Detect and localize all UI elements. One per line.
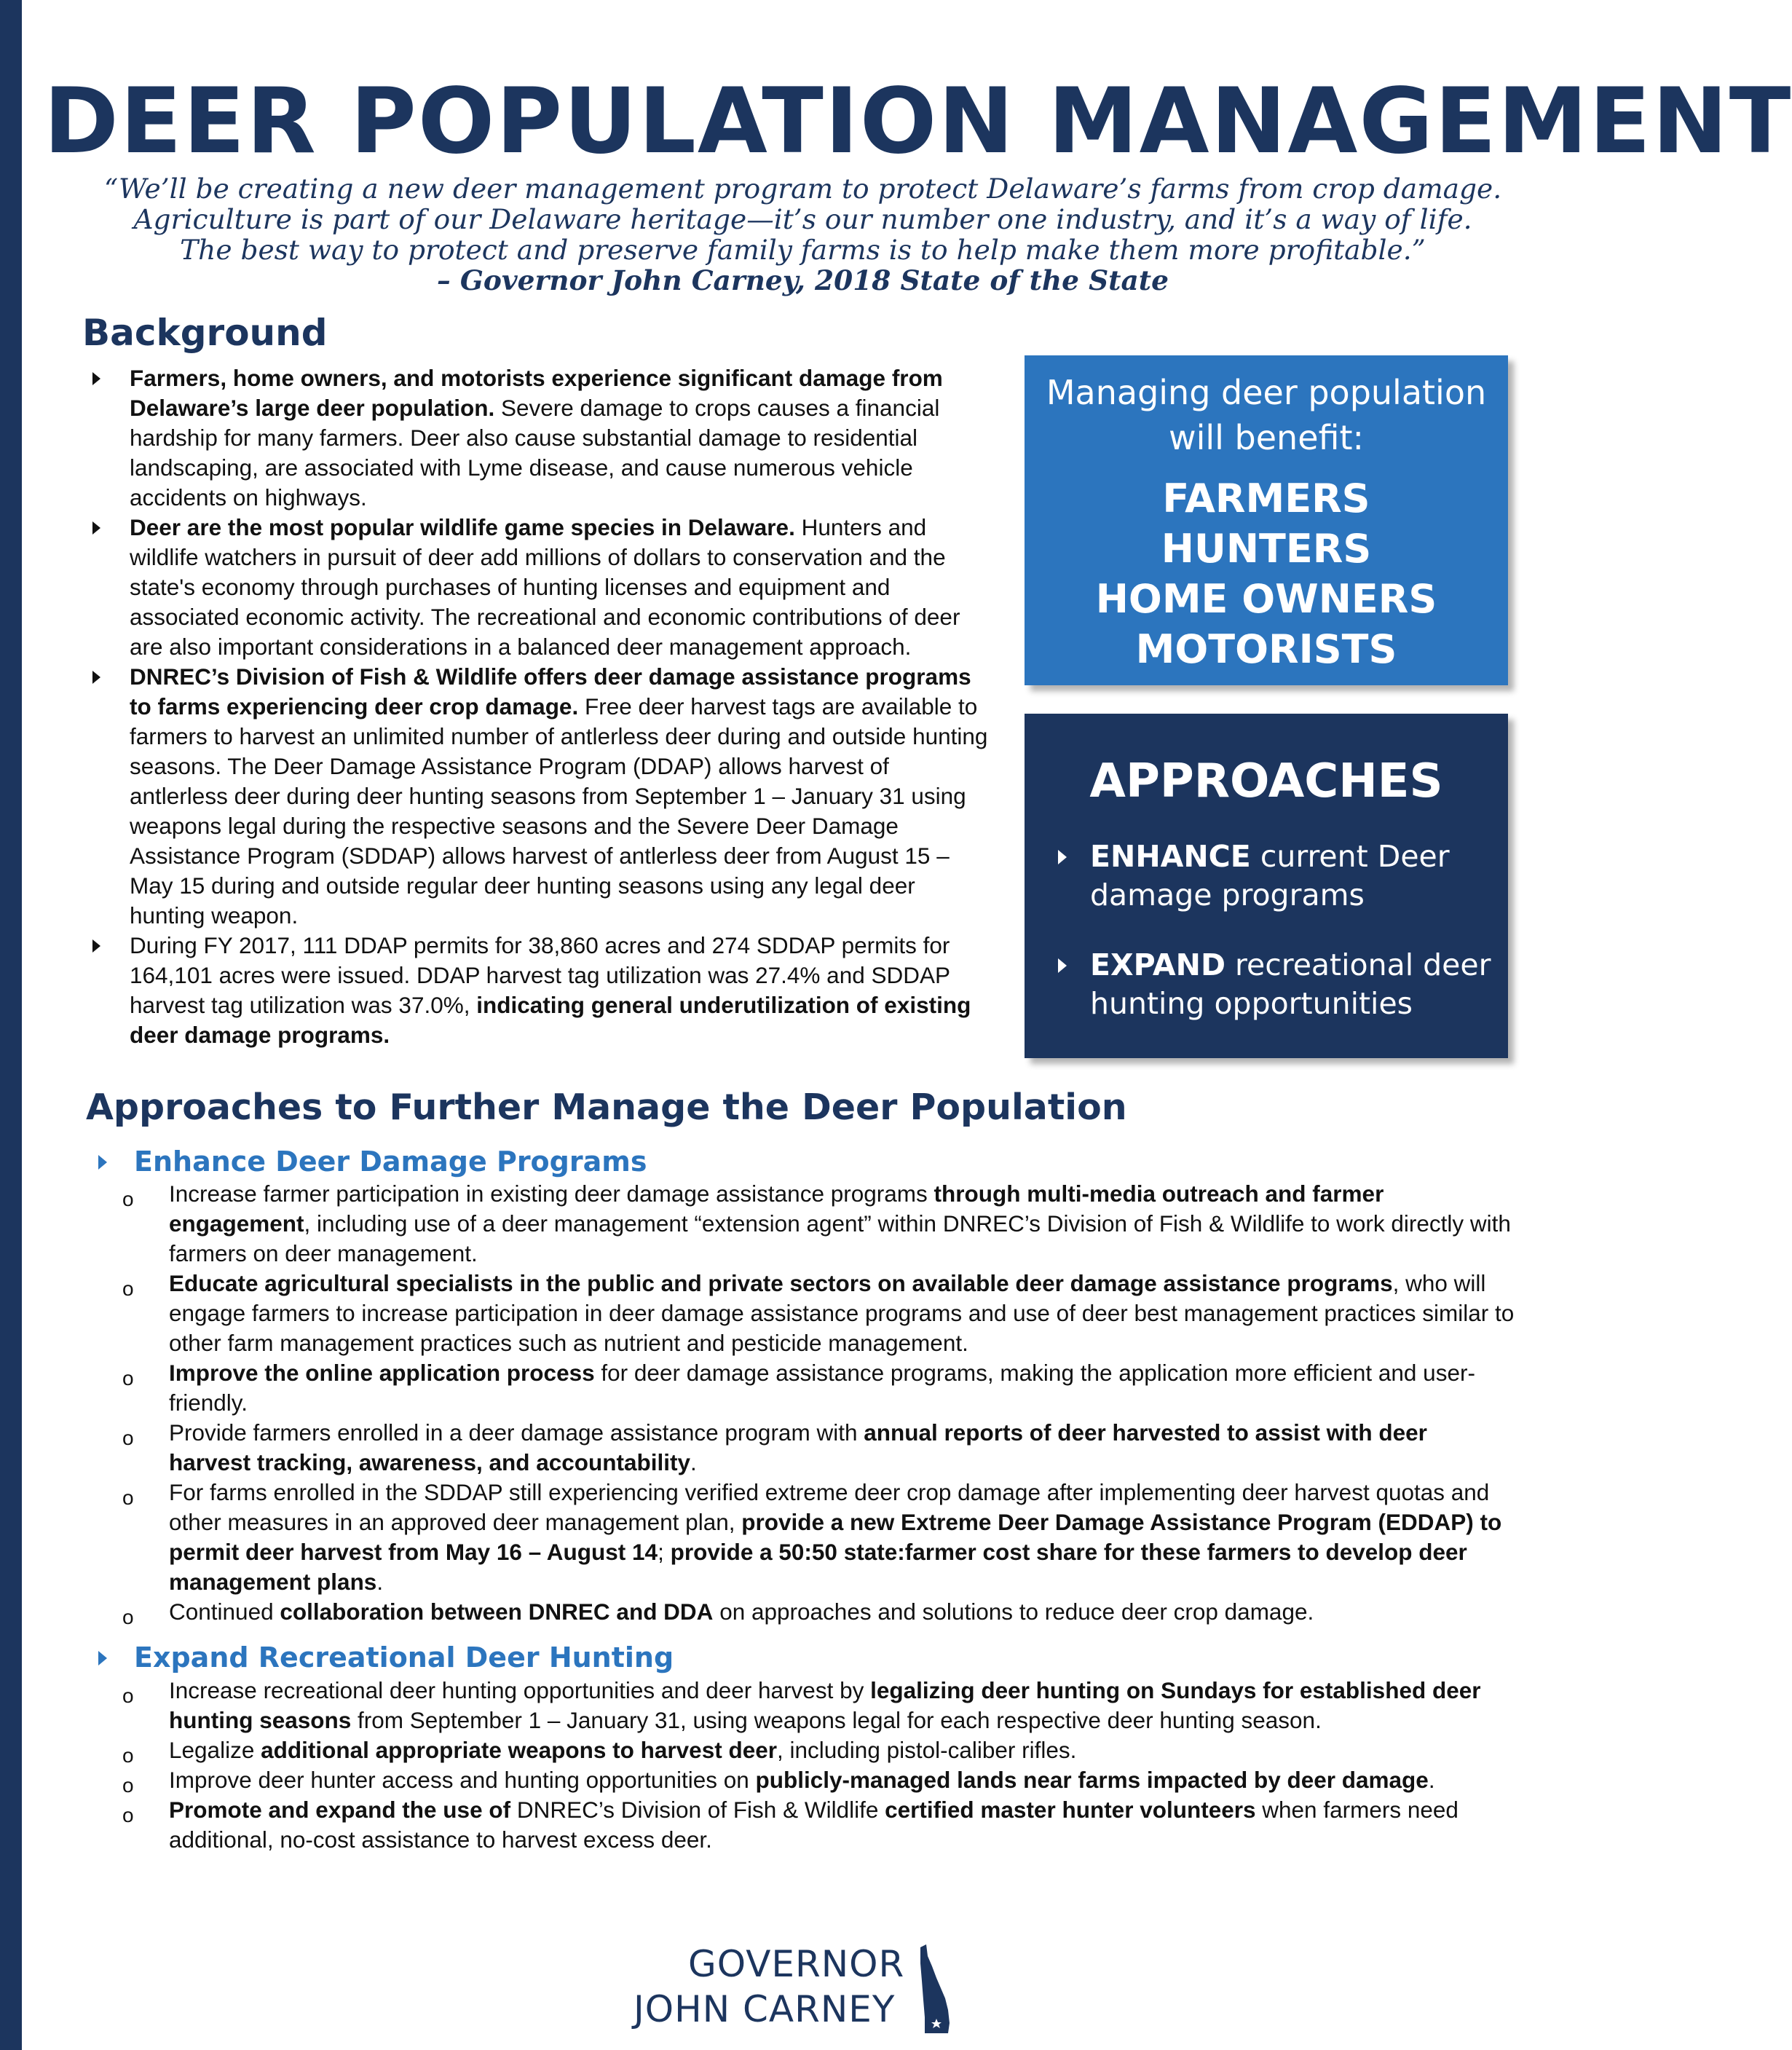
logo-line-1: GOVERNOR [688, 1943, 905, 1985]
list-item [87, 513, 990, 662]
quote-line: Agriculture is part of our Delaware heritage—it’s our number one industry, and it’s a way of life. [133, 203, 1472, 235]
benefits-callout [1025, 355, 1508, 685]
item-text: on approaches and solutions to reduce deer crop damage. [713, 1598, 1314, 1625]
item-text: Severe damage to crops causes a financial hardship for many farmers. Deer also cause substantial damage to residential landscaping, are associated with Lyme disease, and cause numerous vehicle accidents on highways. [130, 395, 940, 510]
expand-heading [102, 1641, 674, 1673]
item-bold: certified master hunter volunteers [885, 1797, 1256, 1823]
item-bold: publicly-managed lands near farms impacted by deer damage [755, 1767, 1429, 1793]
list-item [117, 1418, 1515, 1478]
logo-line-2: JOHN CARNEY [633, 1988, 896, 2030]
quote-attribution: – Governor John Carney, 2018 State of the State [437, 264, 1169, 296]
approaches-callout-list [1025, 837, 1508, 1023]
item-text: , including use of a deer management “extension agent” within DNREC’s Division of Fish & Wildlife to work directly with farmers on deer management. [169, 1210, 1511, 1266]
approach-item [1025, 946, 1508, 1023]
item-text: , including pistol-caliber rifles. [777, 1737, 1077, 1763]
item-text: Legalize [169, 1737, 261, 1763]
circle-bullet-icon: o [122, 1684, 134, 1707]
benefit-item: FARMERS [1162, 476, 1370, 521]
item-bold: Farmers, home owners, and motorists experience significant damage from Delaware’s large deer population. [130, 365, 943, 421]
expand-heading-text: Expand Recreational Deer Hunting [134, 1641, 674, 1673]
list-item [87, 363, 990, 513]
arrow-bullet-icon [92, 372, 100, 385]
circle-bullet-icon: o [122, 1427, 134, 1449]
item-text: , who will engage farmers to increase participation in deer damage assistance programs and use of deer best management practices similar to other farm management practices such as nutrient and pesticide management. [169, 1270, 1515, 1356]
governor-logo [633, 1937, 968, 2039]
page-title: DEER POPULATION MANAGEMENT [44, 69, 1792, 174]
approach-item [1025, 837, 1508, 915]
list-item [117, 1735, 1515, 1765]
benefits-list [1025, 473, 1508, 674]
delaware-state-icon [917, 1944, 950, 2033]
arrow-bullet-icon [1058, 958, 1067, 973]
list-item [117, 1478, 1515, 1597]
circle-bullet-icon: o [122, 1367, 134, 1389]
item-bold: indicating general underutilization of existing deer damage programs. [130, 992, 971, 1048]
item-text: Increase recreational deer hunting opportunities and deer harvest by [169, 1677, 871, 1703]
background-heading: Background [82, 312, 328, 354]
quote-line: “We’ll be creating a new deer management program to protect Delaware’s farms from crop damage. [103, 173, 1502, 205]
approach-keyword: EXPAND [1090, 947, 1225, 982]
item-bold: annual reports of deer harvested to assist with deer harvest tracking, awareness, and accountability [169, 1419, 1427, 1475]
left-accent-bar [0, 0, 22, 2050]
item-text: for deer damage assistance programs, making the application more efficient and user-friendly. [169, 1360, 1475, 1416]
item-text: For farms enrolled in the SDDAP still experiencing verified extreme deer crop damage after implementing deer harvest quotas and other measures in an approved deer management plan, [169, 1479, 1490, 1535]
item-text: DNREC’s Division of Fish & Wildlife [510, 1797, 885, 1823]
approaches-callout [1025, 714, 1508, 1058]
circle-bullet-icon: o [122, 1774, 134, 1797]
circle-bullet-icon: o [122, 1277, 134, 1300]
enhance-heading-text: Enhance Deer Damage Programs [134, 1146, 647, 1178]
item-text: . [1428, 1767, 1435, 1793]
item-bold: Educate agricultural specialists in the public and private sectors on available deer damage assistance programs [169, 1270, 1393, 1296]
item-text: During FY 2017, 111 DDAP permits for 38,860 acres and 274 SDDAP permits for 164,101 acres were issued. DDAP harvest tag utilization was 27.4% and SDDAP harvest tag utilization was 37.0%, [130, 932, 950, 1018]
approach-keyword: ENHANCE [1090, 839, 1251, 874]
item-bold: through multi-media outreach and farmer engagement [169, 1180, 1384, 1237]
item-bold: Promote and expand the use of [169, 1797, 511, 1823]
item-bold: additional appropriate weapons to harvest deer [261, 1737, 777, 1763]
circle-bullet-icon: o [122, 1188, 134, 1210]
approaches-heading: Approaches to Further Manage the Deer Population [86, 1087, 1127, 1128]
circle-bullet-icon: o [122, 1744, 134, 1767]
approach-text: recreational deer hunting opportunities [1090, 947, 1491, 1021]
item-text: when farmers need additional, no-cost assistance to harvest excess deer. [169, 1797, 1459, 1853]
circle-bullet-icon: o [122, 1486, 134, 1509]
item-text: Hunters and wildlife watchers in pursuit of deer add millions of dollars to conservation and the state's economy through purchases of hunting licenses and equipment and associated economic activity. The recreational and economic contributions of deer are also important considerations in a balanced deer management approach. [130, 514, 960, 660]
list-item [87, 662, 990, 931]
arrow-bullet-icon [92, 939, 100, 953]
item-text: . [376, 1569, 384, 1595]
benefit-item: MOTORISTS [1135, 626, 1397, 672]
item-bold: collaboration between DNREC and DDA [280, 1598, 714, 1625]
item-bold: legalizing deer hunting on Sundays for established deer hunting seasons [169, 1677, 1481, 1733]
list-item [117, 1765, 1515, 1795]
arrow-bullet-icon [1058, 850, 1067, 864]
item-text: ; [658, 1539, 671, 1565]
item-bold: provide a 50:50 state:farmer cost share for these farmers to develop deer management plans [169, 1539, 1467, 1595]
circle-bullet-icon: o [122, 1804, 134, 1826]
arrow-bullet-icon [92, 521, 100, 535]
benefits-intro-line: will benefit: [1168, 418, 1365, 457]
item-bold: provide a new Extreme Deer Damage Assistance Program (EDDAP) to permit deer harvest from May 16 – August 14 [169, 1509, 1502, 1565]
item-text: Free deer harvest tags are available to farmers to harvest an unlimited number of antlerless deer during and outside hunting seasons. The Deer Damage Assistance Program (DDAP) allows harvest of antlerless deer during deer hunting seasons from September 1 – January 31 using weapons legal during the respective seasons and the Severe Deer Damage Assistance Program (SDDAP) allows harvest of antlerless deer from August 15 – May 15 during and outside regular deer hunting seasons using any legal deer hunting weapon. [130, 693, 988, 929]
benefit-item: HUNTERS [1161, 526, 1372, 572]
arrow-bullet-icon [92, 671, 100, 684]
list-item [117, 1358, 1515, 1418]
list-item [117, 1795, 1515, 1855]
expand-list [117, 1676, 1515, 1855]
item-bold: DNREC’s Division of Fish & Wildlife offers deer damage assistance programs to farms experiencing deer crop damage. [130, 663, 971, 720]
item-text: from September 1 – January 31, using weapons legal for each respective deer hunting season. [351, 1707, 1322, 1733]
enhance-heading [102, 1146, 647, 1178]
item-text: Continued [169, 1598, 280, 1625]
item-text: Improve deer hunter access and hunting opportunities on [169, 1767, 756, 1793]
item-text: Increase farmer participation in existing deer damage assistance programs [169, 1180, 934, 1207]
governor-quote [44, 173, 1562, 296]
background-list [87, 363, 990, 1050]
item-text: . [690, 1449, 697, 1475]
item-bold: Improve the online application process [169, 1360, 595, 1386]
quote-line: The best way to protect and preserve family farms is to help make them more profitable.” [180, 234, 1426, 266]
item-bold: Deer are the most popular wildlife game species in Delaware. [130, 514, 795, 540]
circle-bullet-icon: o [122, 1606, 134, 1628]
benefit-item: HOME OWNERS [1095, 576, 1437, 622]
enhance-list [117, 1179, 1515, 1627]
list-item [117, 1597, 1515, 1627]
list-item [117, 1179, 1515, 1269]
approaches-callout-title: APPROACHES [1089, 754, 1443, 808]
approach-text: current Deer damage programs [1090, 839, 1450, 912]
arrow-bullet-icon [98, 1651, 107, 1665]
arrow-bullet-icon [98, 1155, 107, 1170]
item-text: Provide farmers enrolled in a deer damage assistance program with [169, 1419, 864, 1446]
list-item [87, 931, 990, 1050]
benefits-intro-line: Managing deer population [1046, 373, 1487, 412]
benefits-intro [1025, 370, 1508, 460]
list-item [117, 1269, 1515, 1358]
list-item [117, 1676, 1515, 1735]
